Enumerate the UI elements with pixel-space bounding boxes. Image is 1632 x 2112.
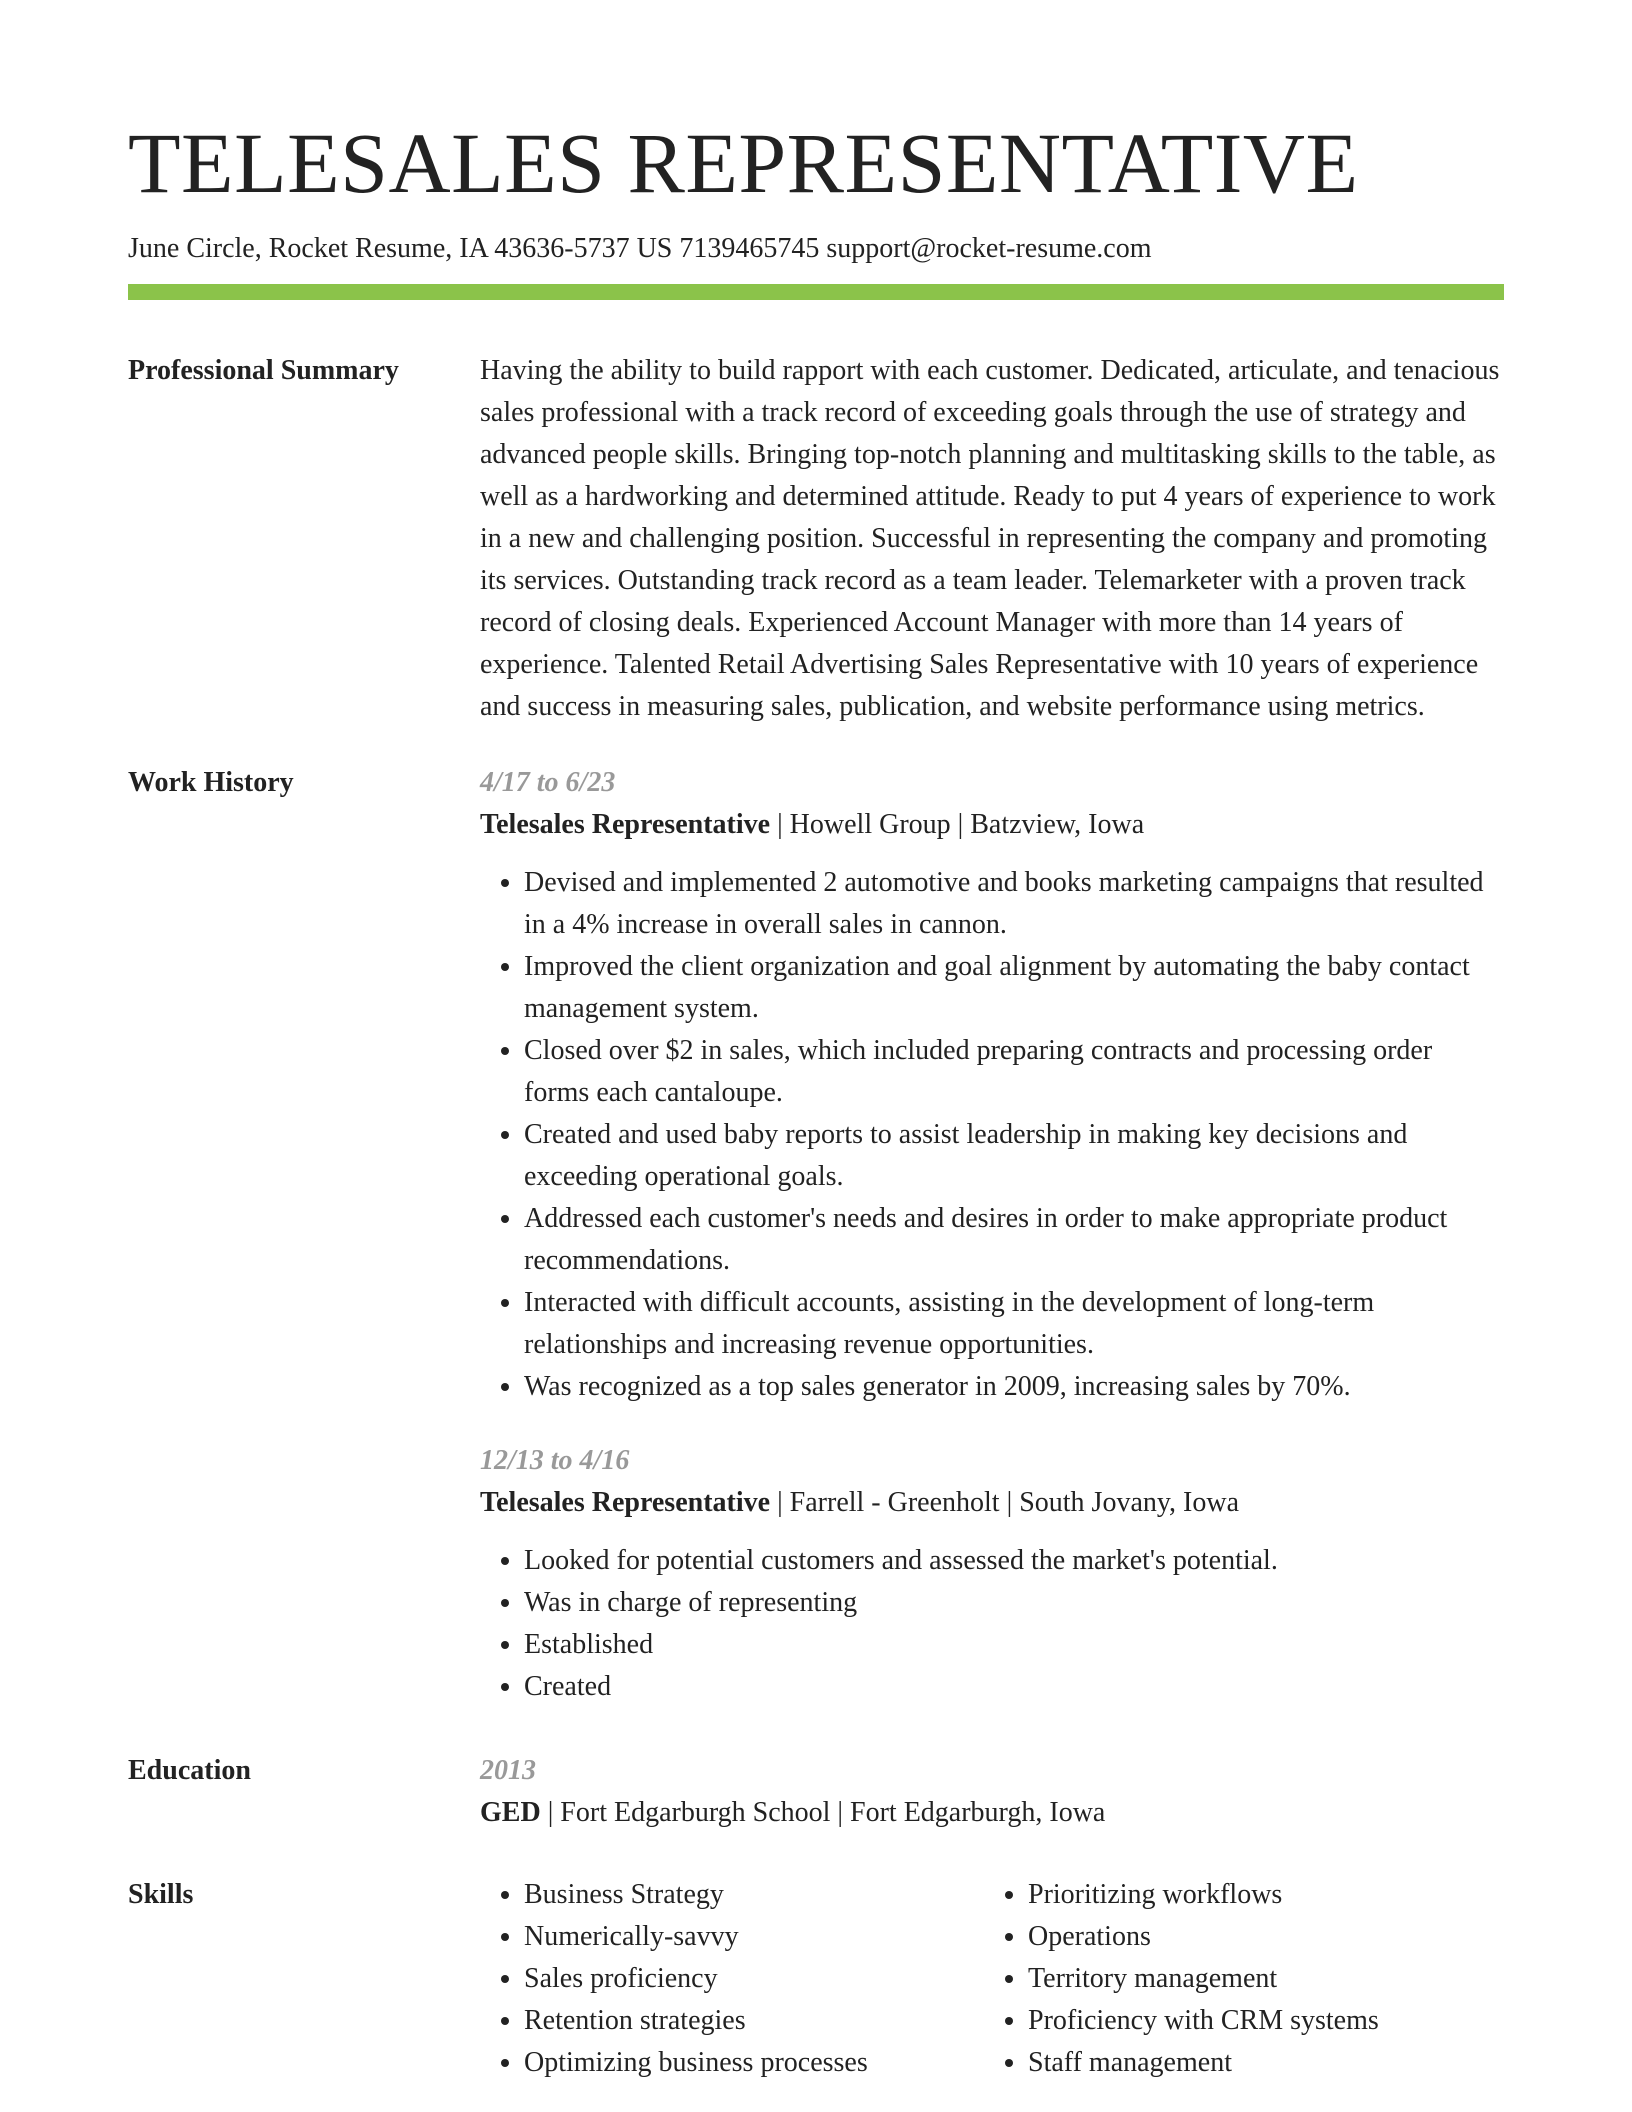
- list-item: • Was in charge of representing: [524, 1582, 1504, 1624]
- list-item: • Prioritizing workflows: [1028, 1874, 1488, 1916]
- work-history-section: [128, 762, 1504, 1708]
- job-dates: 4/17 to 6/23: [480, 766, 616, 798]
- contact-line: June Circle, Rocket Resume, IA 43636-5737 US 7139465745 support@rocket-resume.com: [128, 233, 1152, 264]
- list-item: • Optimizing business processes: [524, 2042, 984, 2084]
- list-item: • Numerically-savvy: [524, 1916, 984, 1958]
- list-item: • Closed over $2 in sales, which included preparing contracts and processing order forms each cantaloupe.: [524, 1030, 1504, 1114]
- education-degree: GED: [480, 1796, 541, 1828]
- list-item: • Devised and implemented 2 automotive and books marketing campaigns that resulted in a 4% increase in overall sales in cannon.: [524, 862, 1504, 946]
- list-item: • Staff management: [1028, 2042, 1488, 2084]
- list-item: • Addressed each customer's needs and desires in order to make appropriate product recommendations.: [524, 1198, 1504, 1282]
- section-label-skills: Skills: [128, 1878, 194, 1910]
- job-bullets: [480, 1540, 1504, 1708]
- list-item: • Established: [524, 1624, 1504, 1666]
- job-role-line: [480, 804, 1504, 846]
- work-history-body: [480, 762, 1504, 1708]
- resume-title: TELESALES REPRESENTATIVE: [128, 115, 1359, 211]
- list-item: • Created: [524, 1666, 1504, 1708]
- summary-section: [128, 350, 1504, 728]
- section-label-work-history: Work History: [128, 766, 294, 798]
- list-item: • Improved the client organization and goal alignment by automating the baby contact management system.: [524, 946, 1504, 1030]
- job-employer: | Howell Group | Batzview, Iowa: [770, 808, 1145, 840]
- education-line: [480, 1792, 1504, 1834]
- job-bullets: [480, 862, 1504, 1408]
- skills-list-left: [480, 1874, 984, 2084]
- list-item: • Territory management: [1028, 1958, 1488, 2000]
- skills-list-right: [984, 1874, 1488, 2084]
- education-body: [480, 1750, 1504, 1834]
- list-item: • Created and used baby reports to assist leadership in making key decisions and exceeding operational goals.: [524, 1114, 1504, 1198]
- skills-section: [128, 1874, 1504, 2084]
- list-item: • Interacted with difficult accounts, assisting in the development of long-term relationships and increasing revenue opportunities.: [524, 1282, 1504, 1366]
- summary-text: Having the ability to build rapport with each customer. Dedicated, articulate, and tenacious sales professional with a track record of exceeding goals through the use of strategy and advanced people skills. Bringing top-notch planning and multitasking skills to the table, as well as a hardworking and determined attitude. Ready to put 4 years of experience to work in a new and challenging position. Successful in representing the company and promoting its services. Outstanding track record as a team leader. Telemarketer with a proven track record of closing deals. Experienced Account Manager with more than 14 years of experience. Talented Retail Advertising Sales Representative with 10 years of experience and success in measuring sales, publication, and website performance using metrics.: [480, 354, 1500, 722]
- list-item: • Operations: [1028, 1916, 1488, 1958]
- job-entry: [480, 1440, 1504, 1708]
- job-title: Telesales Representative: [480, 1486, 771, 1518]
- education-section: [128, 1750, 1504, 1834]
- job-employer: | Farrell - Greenholt | South Jovany, Iowa: [770, 1486, 1240, 1518]
- list-item: • Proficiency with CRM systems: [1028, 2000, 1488, 2042]
- education-school: | Fort Edgarburgh School | Fort Edgarburgh, Iowa: [540, 1796, 1106, 1828]
- job-dates: 12/13 to 4/16: [480, 1444, 630, 1476]
- section-label-summary: Professional Summary: [128, 354, 399, 386]
- accent-divider: [128, 284, 1504, 300]
- section-label-education: Education: [128, 1754, 251, 1786]
- list-item: • Was recognized as a top sales generator in 2009, increasing sales by 70%.: [524, 1366, 1504, 1408]
- job-entry: [480, 762, 1504, 1408]
- list-item: • Looked for potential customers and assessed the market's potential.: [524, 1540, 1504, 1582]
- job-title: Telesales Representative: [480, 808, 771, 840]
- list-item: • Business Strategy: [524, 1874, 984, 1916]
- job-role-line: [480, 1482, 1504, 1524]
- list-item: • Sales proficiency: [524, 1958, 984, 2000]
- skills-grid: [480, 1874, 1504, 2084]
- education-year: 2013: [480, 1754, 536, 1786]
- list-item: • Retention strategies: [524, 2000, 984, 2042]
